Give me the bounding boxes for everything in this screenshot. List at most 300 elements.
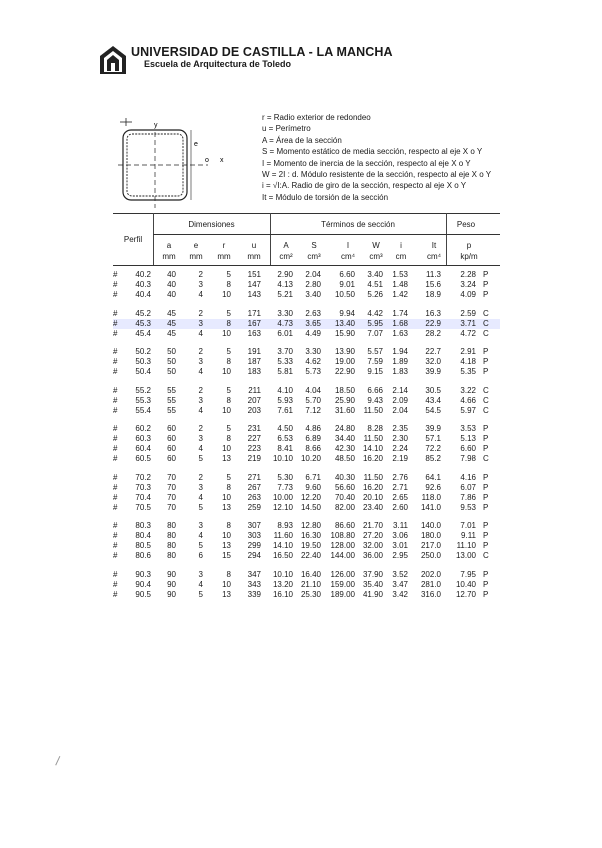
column-unit: mm	[189, 252, 203, 261]
table-cell: 4.42	[367, 308, 383, 318]
table-cell: 18.50	[334, 385, 355, 395]
legend-line: i = √I:A. Radio de giro de la sección, respecto al eje X o Y	[262, 181, 467, 191]
table-cell: 50.4	[135, 367, 151, 376]
table-cell: 1.68	[392, 318, 408, 328]
table-cell: 19.00	[334, 357, 355, 366]
table-cell: 3.24	[460, 280, 476, 289]
table-cell: P	[483, 589, 489, 599]
table-cell: 3.40	[305, 290, 321, 299]
table-cell: 2	[198, 472, 203, 482]
table-cell: 80	[167, 551, 176, 560]
table-cell: 22.40	[300, 551, 321, 560]
table-cell: 18.9	[425, 290, 441, 299]
table-cell: 2.24	[392, 444, 408, 453]
table-cell: 42.30	[334, 444, 355, 453]
table-row	[113, 270, 500, 280]
column-symbol: W	[372, 241, 380, 250]
table-cell: 45	[167, 328, 176, 338]
table-cell: 9.43	[367, 395, 383, 405]
table-cell: 7.98	[460, 454, 476, 463]
table-row	[113, 434, 500, 444]
table-cell: 55.2	[135, 385, 151, 395]
column-symbol: e	[193, 241, 199, 250]
table-cell: 45.4	[135, 328, 151, 338]
table-cell: 10	[222, 531, 231, 540]
table-cell: 267	[247, 482, 261, 492]
table-cell: 45	[167, 318, 176, 328]
table-cell: 3.65	[305, 318, 321, 328]
table-cell: 187	[247, 357, 261, 366]
table-cell: 85.2	[425, 454, 441, 463]
table-cell: 16.3	[425, 308, 441, 318]
legend-line: I = Momento de inercia de la sección, respecto al eje X o Y	[262, 158, 471, 168]
legend-line: W = 2I : d. Módulo resistente de la sección, respecto al eje X o Y	[262, 170, 492, 180]
table-cell: 5.13	[460, 434, 476, 443]
table-cell: C	[483, 551, 489, 560]
table-cell: 2.35	[392, 424, 408, 433]
table-cell: 36.00	[362, 551, 383, 560]
table-cell: 41.90	[362, 589, 383, 599]
column-unit: cm³	[307, 252, 321, 261]
table-cell: P	[483, 502, 489, 512]
header-perfil: Perfil	[123, 235, 143, 244]
table-cell: 307	[247, 521, 261, 530]
table-cell: 3	[198, 395, 203, 405]
table-cell: 347	[247, 569, 261, 579]
table-row	[113, 580, 500, 590]
table-cell: 259	[247, 502, 261, 512]
table-row	[113, 444, 500, 454]
table-cell: 40	[167, 290, 176, 299]
table-cell: 40.4	[135, 290, 151, 299]
table-cell: 1.83	[392, 367, 408, 376]
table-cell: 2.80	[305, 280, 321, 289]
table-cell: 1.48	[392, 280, 408, 289]
table-cell: 50.2	[135, 347, 151, 356]
table-cell: 7.59	[367, 357, 383, 366]
table-cell: 40.2	[135, 270, 151, 279]
table-cell: 7.01	[460, 521, 476, 530]
table-cell: C	[483, 328, 489, 338]
table-cell: 4.13	[277, 280, 293, 289]
table-cell: 9.94	[339, 308, 355, 318]
table-cell: 1.74	[392, 308, 408, 318]
table-cell: 5	[226, 270, 231, 279]
table-cell: 11.50	[363, 405, 383, 415]
table-cell: 147	[247, 280, 261, 289]
table-cell: 80	[167, 531, 176, 540]
table-cell: 45	[167, 308, 176, 318]
table-cell: 2.30	[392, 434, 408, 443]
table-cell: 43.4	[425, 395, 441, 405]
table-row	[113, 521, 500, 531]
axis-o-label: o	[205, 157, 209, 164]
table-cell: P	[483, 541, 489, 550]
table-cell: 82.00	[334, 502, 355, 512]
table-cell: 2.04	[392, 405, 408, 415]
table-cell: 9.53	[460, 502, 476, 512]
table-cell: 34.40	[334, 434, 355, 443]
table-cell: P	[483, 347, 489, 356]
table-cell: 5	[198, 589, 203, 599]
table-cell: 10	[222, 367, 231, 376]
table-cell: 2.14	[392, 385, 408, 395]
table-cell: 5.95	[367, 318, 383, 328]
thickness-e-label: e	[194, 141, 198, 148]
table-cell: 3.30	[277, 308, 293, 318]
table-row	[113, 503, 500, 513]
table-cell: 8	[226, 482, 231, 492]
table-cell: 15	[222, 551, 231, 560]
table-cell: 22.9	[425, 318, 441, 328]
table-cell: 171	[247, 308, 261, 318]
table-cell: 3.06	[392, 531, 408, 540]
table-cell: 80.5	[135, 541, 151, 550]
table-cell: #	[113, 367, 118, 376]
column-unit: cm³	[369, 252, 383, 261]
table-cell: 13.00	[455, 551, 476, 560]
table-cell: 13	[222, 541, 231, 550]
table-cell: 6	[198, 551, 203, 560]
column-symbol: S	[311, 241, 317, 250]
table-cell: 263	[247, 492, 261, 502]
table-cell: 343	[247, 579, 261, 589]
table-cell: 16.20	[362, 482, 383, 492]
table-cell: 90.5	[135, 589, 151, 599]
table-cell: 10	[222, 328, 231, 338]
table-cell: 31.60	[334, 405, 355, 415]
table-cell: #	[113, 270, 118, 279]
table-cell: 143	[247, 290, 261, 299]
table-row	[113, 493, 500, 503]
table-cell: 8	[226, 521, 231, 530]
table-cell: 9.11	[461, 531, 476, 540]
table-cell: P	[483, 280, 489, 289]
table-cell: 13	[222, 502, 231, 512]
table-cell: 80.3	[135, 521, 151, 530]
table-row	[113, 367, 500, 377]
table-header-rule	[113, 265, 500, 266]
subheader-rule	[153, 234, 270, 235]
table-cell: 5.21	[277, 290, 293, 299]
column-symbol: p	[466, 241, 472, 250]
table-cell: 7.73	[277, 482, 293, 492]
table-cell: 217.0	[420, 541, 441, 550]
table-row	[113, 309, 500, 319]
table-cell: 23.40	[362, 502, 383, 512]
table-cell: 294	[247, 551, 261, 560]
table-cell: 54.5	[425, 405, 441, 415]
school-subtitle: Escuela de Arquitectura de Toledo	[144, 59, 292, 69]
table-cell: 90	[167, 579, 176, 589]
table-cell: 70.2	[135, 472, 151, 482]
table-cell: 231	[247, 424, 261, 433]
table-cell: 80.6	[135, 551, 151, 560]
table-cell: 3.11	[393, 521, 408, 530]
pen-mark	[55, 756, 66, 768]
table-cell: 55	[167, 395, 176, 405]
table-cell: 144.00	[330, 551, 355, 560]
profile-group	[113, 386, 500, 416]
table-cell: 7.07	[367, 328, 383, 338]
column-symbol: r	[222, 241, 226, 250]
table-cell: 10	[222, 579, 231, 589]
column-unit: mm	[247, 252, 261, 261]
table-cell: 271	[247, 472, 261, 482]
table-cell: 3.01	[392, 541, 408, 550]
column-symbol: I	[346, 241, 350, 250]
table-cell: 3	[198, 357, 203, 366]
table-row	[113, 396, 500, 406]
table-cell: 8	[226, 318, 231, 328]
table-cell: 3	[198, 280, 203, 289]
table-cell: #	[113, 482, 118, 492]
table-cell: #	[113, 551, 118, 560]
table-cell: 50	[167, 347, 176, 356]
symbol-legend	[262, 112, 491, 203]
table-cell: 1.89	[392, 357, 408, 366]
table-cell: 50.3	[135, 357, 151, 366]
table-cell: 50	[167, 367, 176, 376]
table-row	[113, 541, 500, 551]
table-cell: 70	[167, 482, 176, 492]
table-cell: P	[483, 521, 489, 530]
table-cell: 90.4	[135, 579, 151, 589]
table-cell: 2.71	[392, 482, 408, 492]
table-top-rule	[113, 213, 500, 214]
axis-x-label: x	[220, 157, 224, 164]
table-cell: 2.28	[460, 270, 476, 279]
table-cell: 3	[198, 521, 203, 530]
table-cell: 2.19	[392, 454, 408, 463]
table-cell: 5.26	[367, 290, 383, 299]
table-cell: 2.90	[277, 270, 293, 279]
institution-title: UNIVERSIDAD DE CASTILLA - LA MANCHA	[131, 45, 393, 59]
table-cell: 16.10	[272, 589, 293, 599]
table-cell: 55	[167, 405, 176, 415]
table-cell: #	[113, 569, 118, 579]
table-cell: 55	[167, 385, 176, 395]
table-cell: 2	[198, 308, 203, 318]
section-diagram	[112, 118, 250, 214]
table-cell: 57.1	[425, 434, 441, 443]
column-symbol: It	[431, 241, 437, 250]
table-row	[113, 319, 500, 329]
table-cell: 4	[198, 405, 203, 415]
table-cell: 118.0	[421, 492, 441, 502]
table-cell: P	[483, 357, 489, 366]
table-cell: 10	[222, 405, 231, 415]
table-cell: 4	[198, 290, 203, 299]
table-cell: 10.10	[272, 454, 293, 463]
table-cell: 8	[226, 434, 231, 443]
table-cell: #	[113, 318, 118, 328]
table-cell: 13	[222, 589, 231, 599]
header-peso: Peso	[456, 220, 476, 229]
table-row	[113, 347, 500, 357]
university-logo	[98, 44, 128, 76]
table-cell: 6.71	[305, 472, 321, 482]
table-cell: P	[483, 270, 489, 279]
column-unit: cm	[395, 252, 407, 261]
table-cell: 10	[222, 492, 231, 502]
table-cell: 151	[247, 270, 261, 279]
table-cell: 90	[167, 589, 176, 599]
table-cell: 8	[226, 395, 231, 405]
profile-group	[113, 473, 500, 513]
table-cell: 2	[198, 424, 203, 433]
table-cell: 60	[167, 434, 176, 443]
table-row	[113, 386, 500, 396]
table-cell: 2	[198, 385, 203, 395]
table-cell: 72.2	[425, 444, 441, 453]
table-cell: 15.6	[425, 280, 441, 289]
table-cell: #	[113, 280, 118, 289]
table-cell: 5.33	[277, 357, 293, 366]
table-cell: 4.50	[277, 424, 293, 433]
profile-group	[113, 570, 500, 600]
table-cell: 6.60	[460, 444, 476, 453]
profile-group	[113, 424, 500, 464]
table-cell: P	[483, 492, 489, 502]
table-cell: 12.70	[455, 589, 476, 599]
table-cell: 128.00	[330, 541, 355, 550]
table-cell: 70.3	[135, 482, 151, 492]
table-cell: C	[483, 395, 489, 405]
table-cell: 8	[226, 280, 231, 289]
table-cell: 2.91	[460, 347, 476, 356]
table-cell: 10.00	[272, 492, 293, 502]
table-cell: 13.90	[334, 347, 355, 356]
table-cell: 6.07	[460, 482, 476, 492]
table-cell: #	[113, 589, 118, 599]
table-cell: 86.60	[334, 521, 355, 530]
table-cell: 108.80	[330, 531, 355, 540]
table-row	[113, 406, 500, 416]
table-cell: 1.53	[392, 270, 408, 279]
table-cell: 27.20	[362, 531, 383, 540]
table-cell: 250.0	[420, 551, 441, 560]
table-cell: 3.53	[460, 424, 476, 433]
table-cell: 55.4	[135, 405, 151, 415]
table-cell: 159.00	[330, 579, 355, 589]
table-cell: 25.30	[300, 589, 321, 599]
table-cell: 3.22	[460, 385, 476, 395]
table-cell: 60	[167, 444, 176, 453]
table-cell: 9.15	[367, 367, 383, 376]
table-cell: 25.90	[334, 395, 355, 405]
table-cell: 7.86	[460, 492, 476, 502]
table-cell: 207	[247, 395, 261, 405]
table-cell: 183	[247, 367, 261, 376]
table-cell: 202.0	[420, 569, 441, 579]
table-cell: 56.60	[334, 482, 355, 492]
table-cell: 45.2	[135, 308, 151, 318]
table-cell: 70.40	[334, 492, 355, 502]
legend-line: A = Área de la sección	[262, 135, 342, 145]
table-cell: 10.20	[300, 454, 321, 463]
table-cell: 70.5	[135, 502, 151, 512]
table-row	[113, 290, 500, 300]
table-cell: 6.66	[367, 385, 383, 395]
table-cell: 10	[222, 444, 231, 453]
table-cell: 60.2	[135, 424, 151, 433]
table-row	[113, 424, 500, 434]
table-cell: 4	[198, 367, 203, 376]
table-cell: 5	[198, 454, 203, 463]
column-unit: cm⁴	[340, 252, 356, 261]
table-cell: 4	[198, 328, 203, 338]
table-cell: 20.10	[362, 492, 383, 502]
table-cell: 167	[247, 318, 261, 328]
table-cell: 22.90	[334, 367, 355, 376]
profile-group	[113, 347, 500, 377]
table-cell: P	[483, 569, 489, 579]
table-cell: 60.5	[135, 454, 151, 463]
table-cell: 4.62	[305, 357, 321, 366]
table-row	[113, 483, 500, 493]
table-cell: 40	[167, 270, 176, 279]
table-row	[113, 590, 500, 600]
table-cell: #	[113, 472, 118, 482]
table-cell: 60	[167, 424, 176, 433]
table-cell: 3.42	[392, 589, 408, 599]
table-cell: C	[483, 318, 489, 328]
table-cell: 40	[167, 280, 176, 289]
column-unit: cm²	[279, 252, 293, 261]
table-cell: 90.3	[135, 569, 151, 579]
table-cell: 4.09	[460, 290, 476, 299]
table-cell: 303	[247, 531, 261, 540]
table-cell: 4.10	[277, 385, 293, 395]
table-cell: 1.94	[392, 347, 408, 356]
table-row	[113, 570, 500, 580]
profile-group	[113, 270, 500, 300]
table-cell: 11.3	[426, 270, 441, 279]
table-cell: #	[113, 579, 118, 589]
table-cell: 141.0	[420, 502, 441, 512]
table-cell: 8.28	[367, 424, 383, 433]
table-cell: 80.4	[135, 531, 151, 540]
table-cell: 5	[198, 541, 203, 550]
table-cell: 7.61	[277, 405, 293, 415]
table-cell: 70	[167, 502, 176, 512]
table-cell: 5.81	[277, 367, 293, 376]
table-cell: 8	[226, 357, 231, 366]
table-cell: 30.5	[425, 385, 441, 395]
table-cell: 6.89	[305, 434, 321, 443]
table-cell: 3	[198, 482, 203, 492]
table-row	[113, 329, 500, 339]
table-cell: 13	[222, 454, 231, 463]
table-cell: 3	[198, 318, 203, 328]
table-cell: 7.95	[460, 569, 476, 579]
profile-group	[113, 521, 500, 561]
table-cell: 14.50	[300, 502, 321, 512]
column-symbol: u	[251, 241, 257, 250]
table-cell: 6.01	[277, 328, 293, 338]
table-cell: 299	[247, 541, 261, 550]
table-cell: 3	[198, 569, 203, 579]
table-cell: 10	[222, 290, 231, 299]
table-cell: #	[113, 444, 118, 453]
table-cell: 191	[247, 347, 261, 356]
table-cell: 15.90	[334, 328, 355, 338]
table-cell: 189.00	[330, 589, 355, 599]
table-cell: 8.41	[277, 444, 293, 453]
table-cell: 2.63	[305, 308, 321, 318]
table-cell: 2.60	[392, 502, 408, 512]
